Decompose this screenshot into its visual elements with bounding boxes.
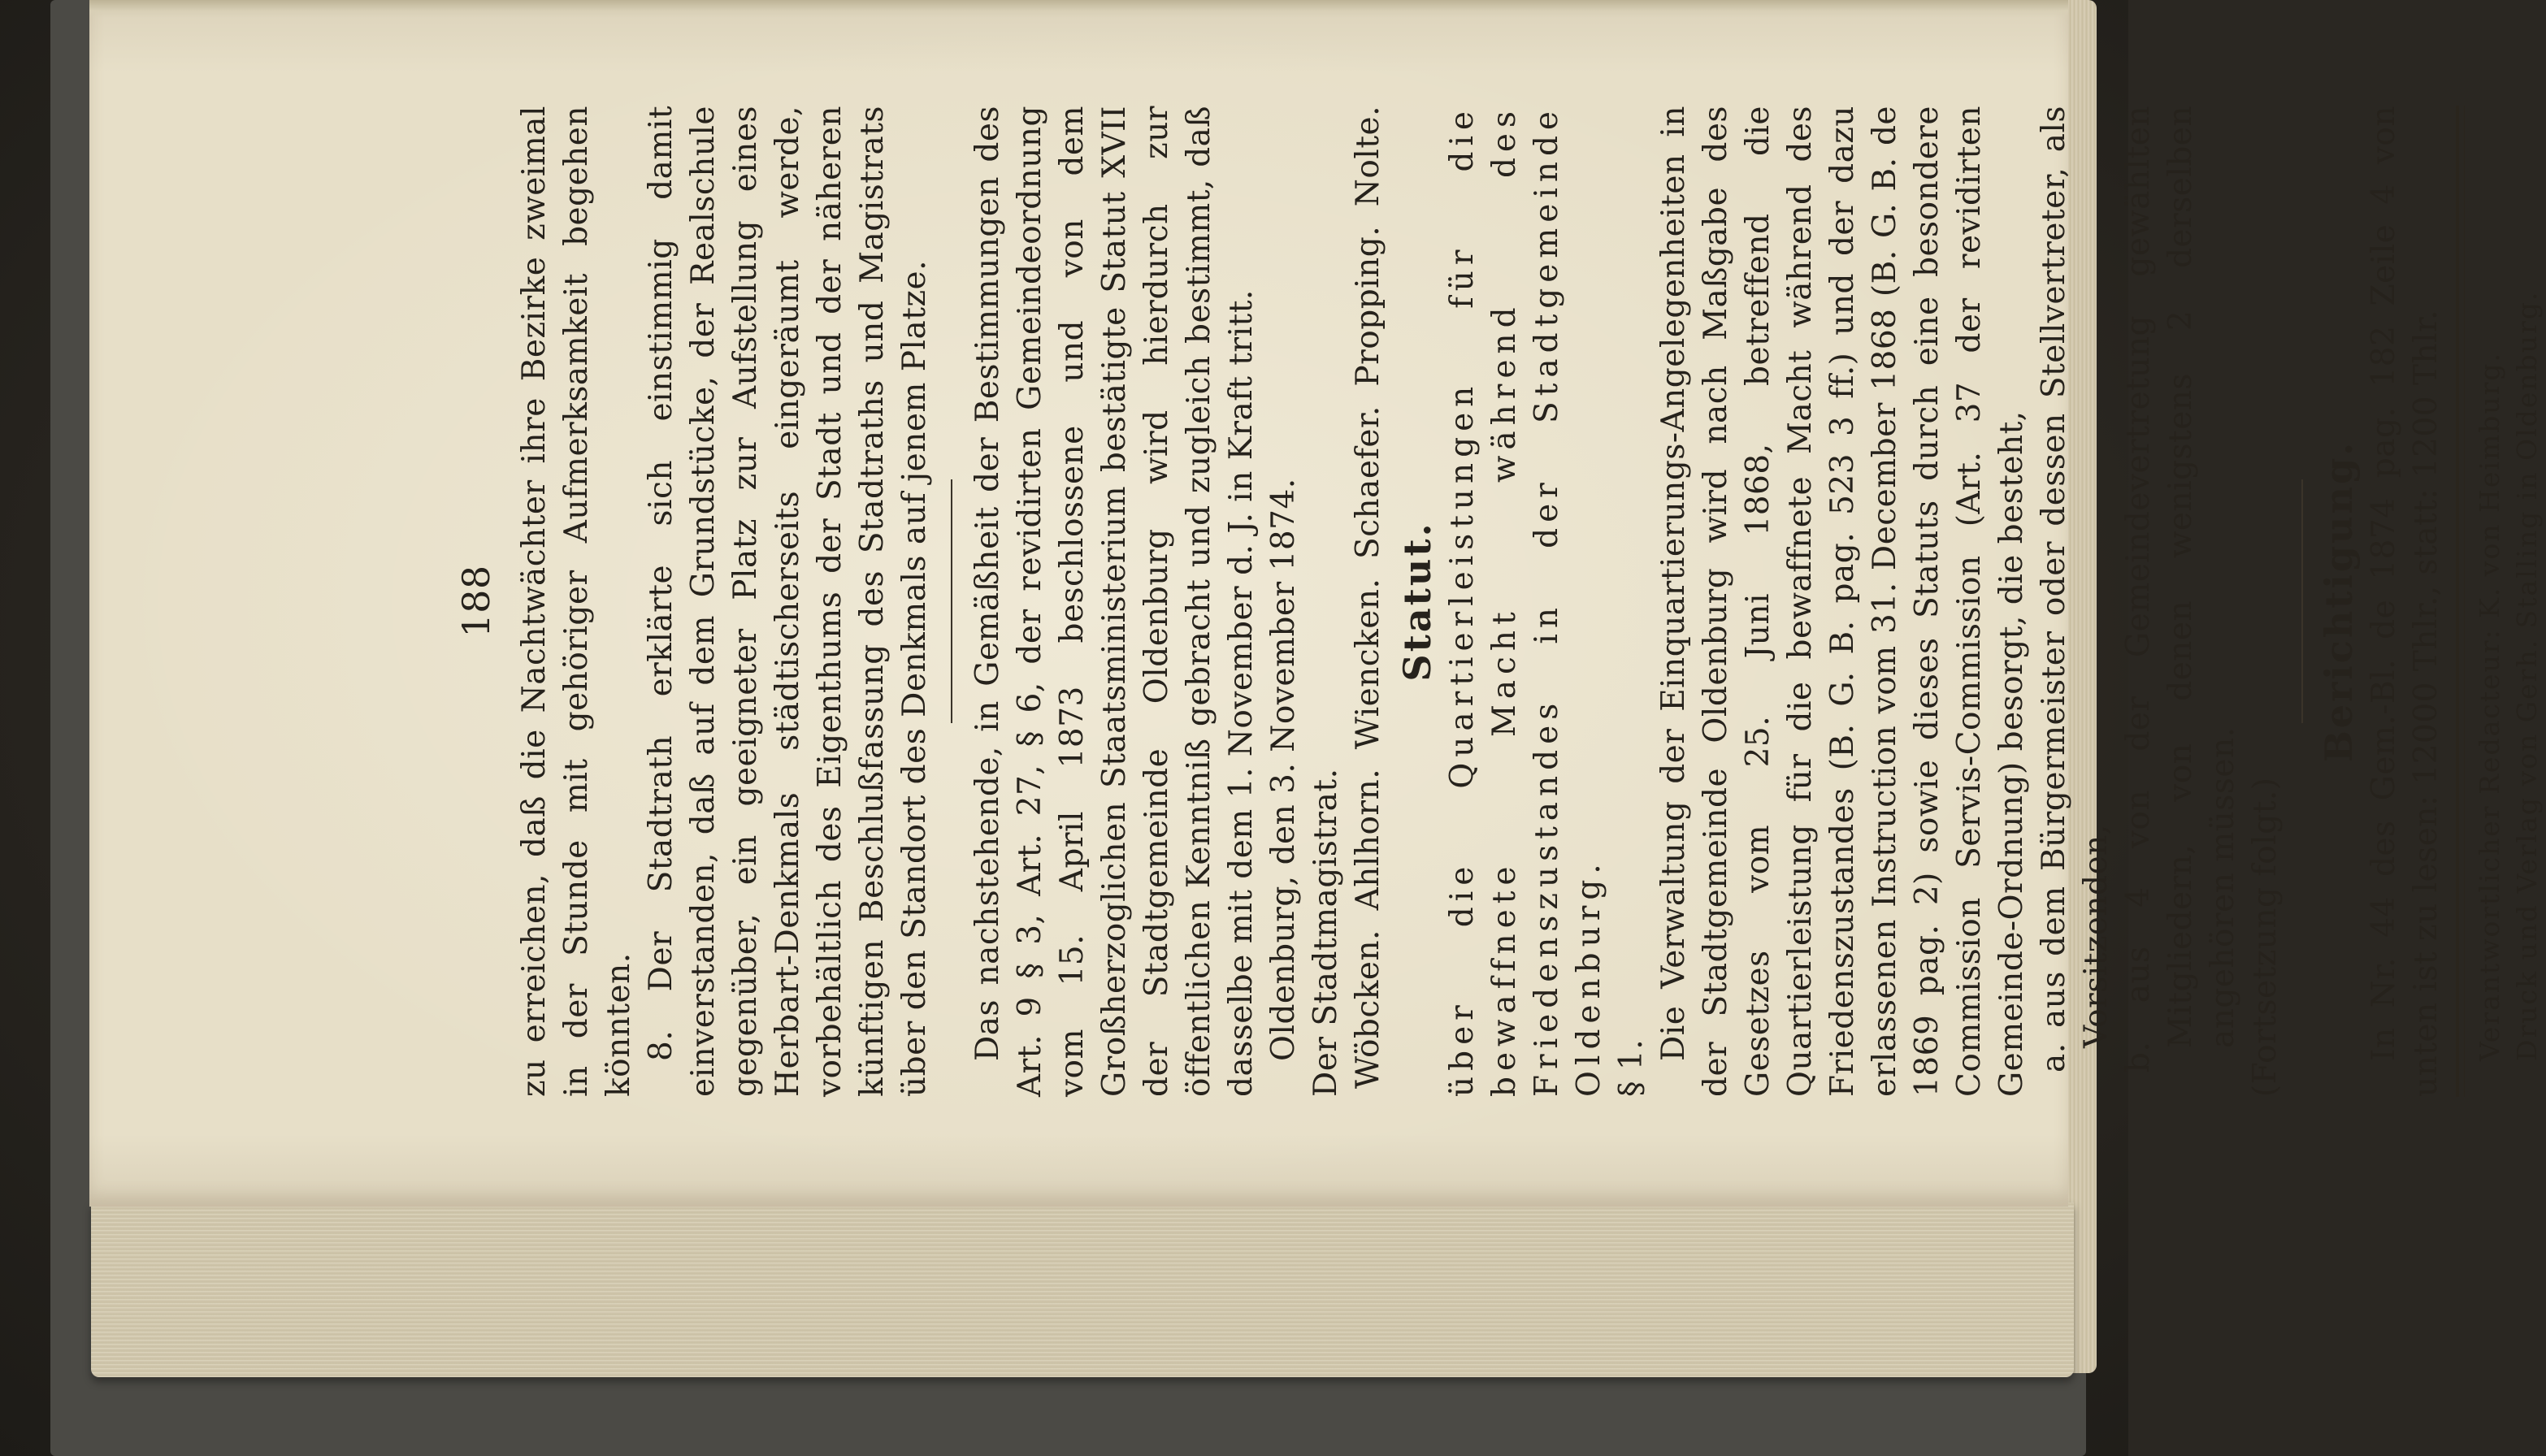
notice-text: Das nachstehende, in Gemäßheit der Bestimmungen des Art. 9 § 3, Art. 27, § 6, der revidirten Gemeindeordnung vom 15. April 1873 beschlossene und von dem Großherzoglichen Staatsministerium bestätigte Statut XVII der Stadtgemeinde Oldenburg wird hierdurch zur öffentlichen Kenntniß gebracht und zugleich bestimmt, daß dasselbe mit dem 1. November d. J. in Kraft tritt. (969, 106, 1260, 1097)
signature-name: Wöbcken. (1350, 930, 1386, 1089)
page-fold-shadow (89, 0, 2068, 18)
signature-name: Nolte. (1350, 106, 1386, 207)
correction-text: In Nr. 44 des Gem.-Bl. de 1874 pag. 182 Zeile 4 von unten ist zu lesen: 12000 Thlr., statt: 1200 Thlr. (2366, 106, 2444, 1097)
correction-heading: Berichtigung. (2317, 440, 2361, 763)
signature-name: Schaefer. (1350, 405, 1386, 560)
statute-item-b: b. aus 4 von der Gemeindevertretung gewählten Mitgliedern, von denen wenigstens 2 derselben angehören müssen. (2120, 106, 2241, 1072)
signature-line (1347, 106, 1390, 1097)
paragraph-herbart-monument: 8. Der Stadtrath erklärte sich einstimmig damit einverstanden, daß auf dem Grundstücke, der Realschule gegenüber, ein geeigneter Platz zur Aufstellung eines Herbart-Denkmals städtischerseits eingeräumt werde, vorbehältlich des Eigenthums der Stadt und der näheren künftigen Beschlußfassung des Stadtraths und Magistrats über den Standort des Denkmals auf jenem Platze. (643, 106, 933, 1097)
notice-date-line: Oldenburg, den 3. November 1874. (1265, 478, 1302, 1061)
statute-heading: Statut. (1395, 521, 1439, 682)
imprint-editor: Verantwortlicher Redacteur: K. von Heimburg. (2474, 352, 2505, 1061)
statute-subtitle: über die Quartierleistungen für die bewaffnete Macht während des Friedenszustandes in der Stadtgemeinde Oldenburg. (1444, 106, 1607, 1097)
section-divider (2301, 479, 2303, 723)
signature-name: Wiencken. (1350, 578, 1386, 750)
notice-authority: Der Stadtmagistrat. (1308, 768, 1344, 1097)
signature-name: Ahlhorn. (1350, 768, 1386, 911)
page-number: 188 (454, 565, 498, 638)
paragraph-night-watch: zu erreichen, daß die Nachtwächter ihre Bezirke zweimal in der Stunde mit gehöriger Aufmerksamkeit begehen könnten. (516, 106, 637, 1097)
text-column (454, 106, 2543, 1097)
statute-text: Die Verwaltung der Einquartierungs-Angelegenheiten in der Stadtgemeinde Oldenburg wird nach Maßgabe des Gesetzes vom 25. Juni 1868, betreffend die Quartierleistung für die bewaffnete Macht während des Friedenszustandes (B. G. B. pag. 523 3 ff.) und der dazu erlassenen Instruction vom 31. December 1868 (B. G. B. de 1869 pag. 2) sowie dieses Statuts durch eine besondere Commission Servis-Commission (Art. 37 der revidirten Gemeinde-Ordnung) besorgt, die besteht, (1655, 106, 2030, 1097)
imprint-publisher: Druck und Verlag von Gerh. Stalling in Oldenburg. (2511, 290, 2543, 1061)
page-bottom-edges (91, 1202, 2074, 1377)
statute-section-number: § 1. (1613, 1038, 1650, 1097)
imprint-divider (2456, 106, 2465, 1097)
signature-name: Propping. (1350, 225, 1386, 387)
section-divider (951, 479, 952, 723)
book-page (89, 0, 2543, 1207)
continued-note: (Fortsetzung folgt.) (2247, 777, 2284, 1097)
statute-item-a: a. aus dem Bürgermeister oder dessen Stellvertreter, als Vorsitzenden, (2036, 106, 2114, 1072)
